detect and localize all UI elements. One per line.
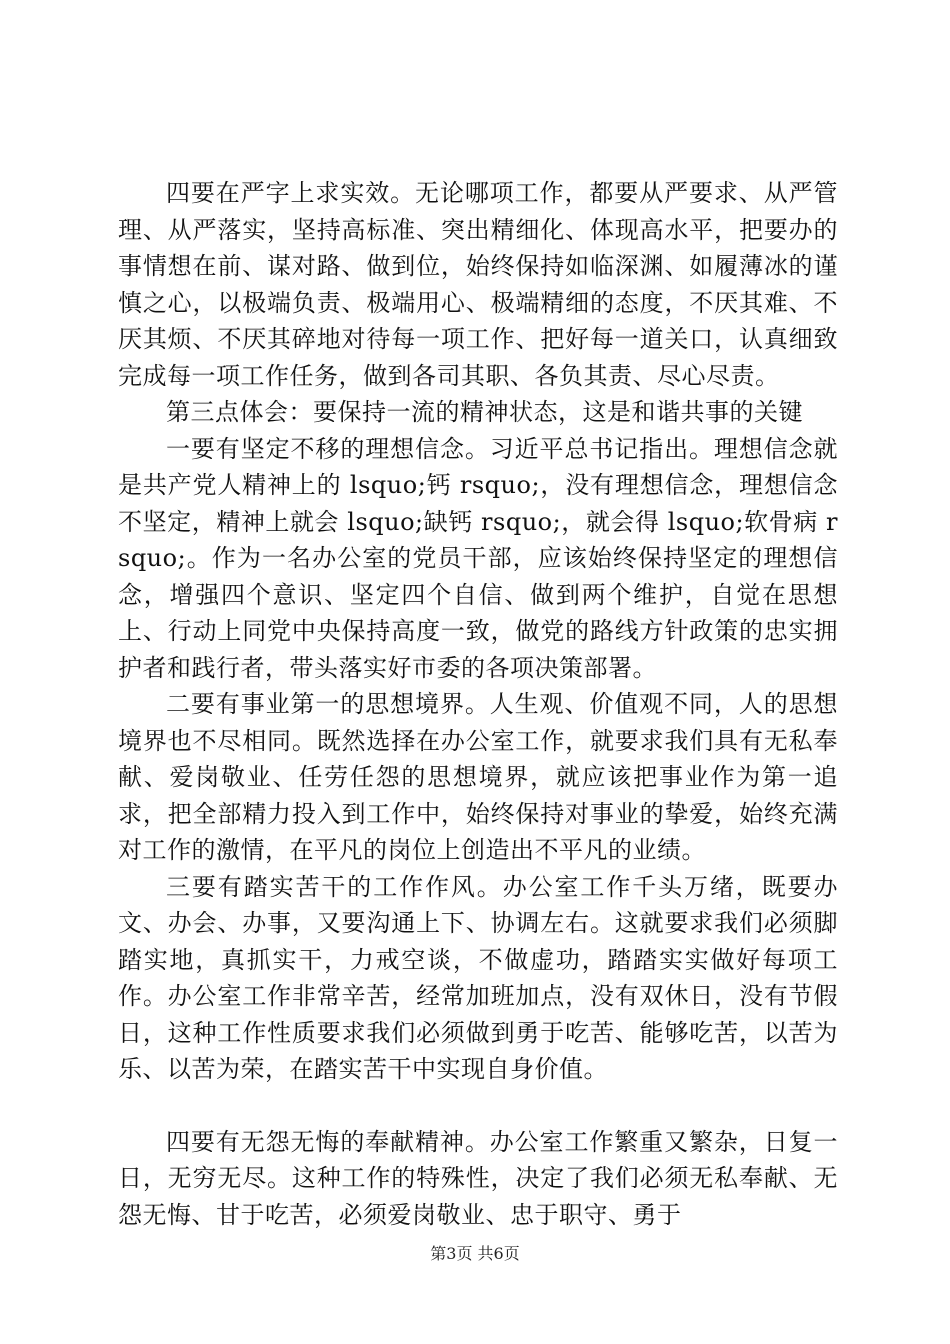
paragraph-third-insight-heading: 第三点体会：要保持一流的精神状态，这是和谐共事的关键 xyxy=(166,398,803,426)
paragraph-work-style: 三要有踏实苦干的工作作风。办公室工作千头万绪，既要办文、办会、办事，又要沟通上下、协调左右。这就要求我们必须脚踏实地，真抓实干，力戒空谈，不做虚功，踏踏实实做好每项工作。办公室工作非常辛苦，经常加班加点，没有双休日，没有节假日，这种工作性质要求我们必须做到勇于吃苦、能够吃苦，以苦为乐、以苦为荣，在踏实苦干中实现自身价值。 xyxy=(118,872,838,1083)
paragraph-dedication: 四要有无怨无悔的奉献精神。办公室工作繁重又繁杂，日复一日，无穷无尽。这种工作的特殊性，决定了我们必须无私奉献、无怨无悔、甘于吃苦，必须爱岗敬业、忠于职守、勇于 xyxy=(118,1127,838,1229)
page-footer: 第3页 共6页 xyxy=(430,1244,520,1263)
paragraph-strict-effectiveness: 四要在严字上求实效。无论哪项工作，都要从严要求、从严管理、从严落实，坚持高标准、突出精细化、体现高水平，把要办的事情想在前、谋对路、做到位，始终保持如临深渊、如履薄冰的谨慎之心，以极端负责、极端用心、极端精细的态度，不厌其难、不厌其烦、不厌其碎地对待每一项工作、把好每一道关口，认真细致完成每一项工作任务，做到各司其职、各负其责、尽心尽责。 xyxy=(118,179,838,390)
paragraph-ideals-beliefs: 一要有坚定不移的理想信念。习近平总书记指出。理想信念就是共产党人精神上的 lsquo;钙 rsquo;，没有理想信念，理想信念不坚定，精神上就会 lsquo;缺钙 rsquo;，就会得 lsquo;软骨病 rsquo;。作为一名办公室的党员干部，应该始终保持坚定的理想信念，增强四个意识、坚定四个自信、做到两个维护，自觉在思想上、行动上同党中央保持高度一致，做党的路线方针政策的忠实拥护者和践行者，带头落实好市委的各项决策部署。 xyxy=(118,434,838,682)
paragraph-career-first: 二要有事业第一的思想境界。人生观、价值观不同，人的思想境界也不尽相同。既然选择在办公室工作，就要求我们具有无私奉献、爱岗敬业、任劳任怨的思想境界，就应该把事业作为第一追求，把全部精力投入到工作中，始终保持对事业的挚爱，始终充满对工作的激情，在平凡的岗位上创造出不平凡的业绩。 xyxy=(118,690,838,864)
document-body xyxy=(118,175,838,1233)
